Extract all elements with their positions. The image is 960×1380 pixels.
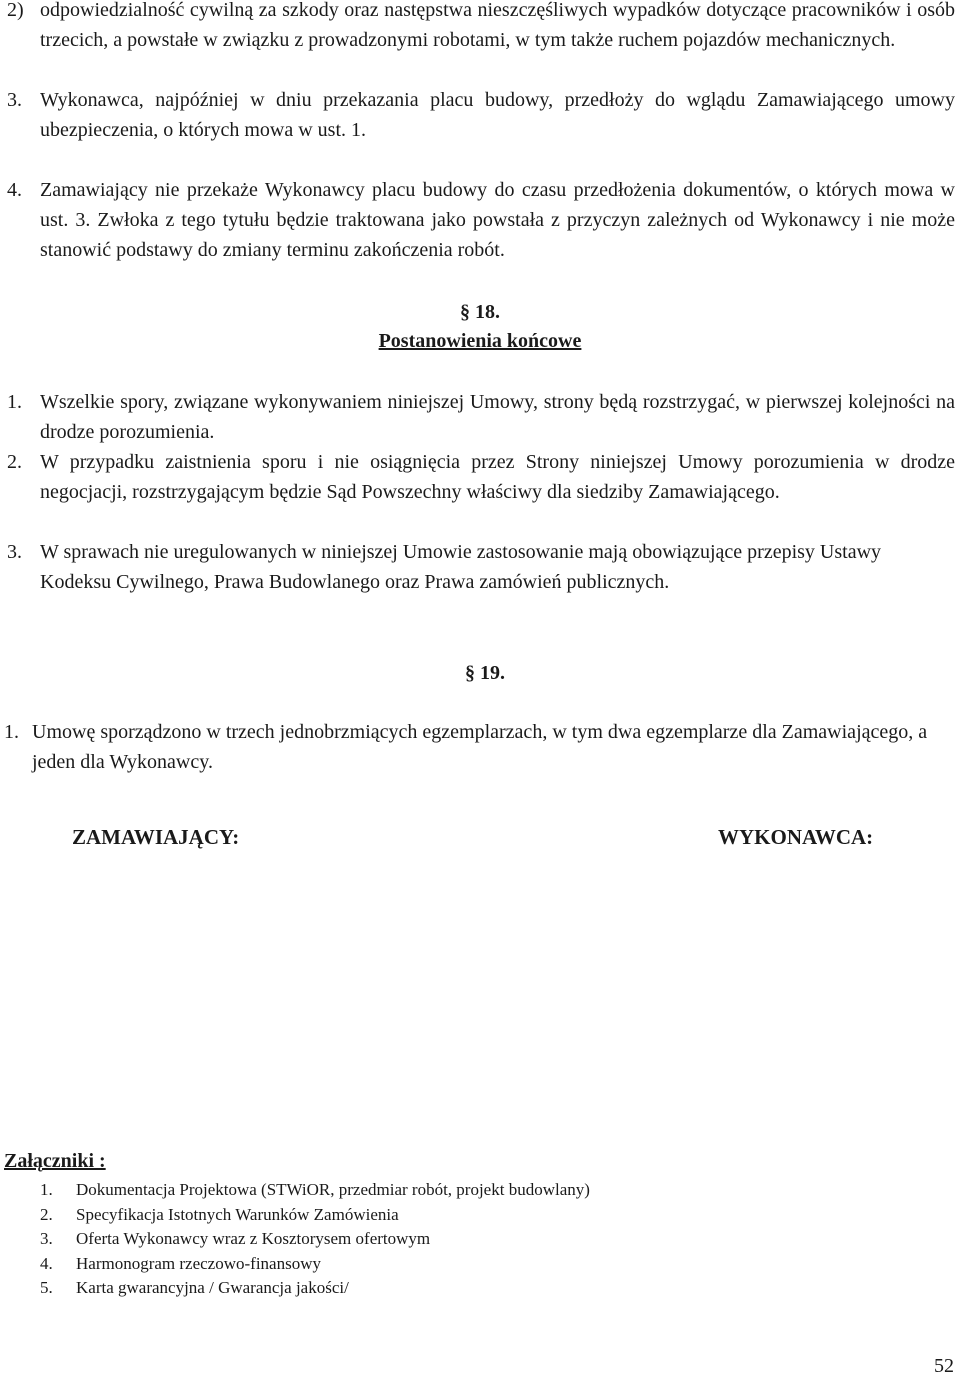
item-number: 1. bbox=[4, 721, 19, 743]
section-18-item-3 bbox=[7, 537, 910, 597]
section-19-heading: § 19. bbox=[465, 662, 505, 684]
list-item-text: Oferta Wykonawcy wraz z Kosztorysem ofertowym bbox=[76, 1229, 431, 1248]
list-item-number: 5. bbox=[40, 1278, 53, 1297]
list-item bbox=[40, 1252, 590, 1277]
continuation-item bbox=[7, 0, 955, 55]
paragraph-4 bbox=[7, 175, 955, 265]
item-number: 4. bbox=[7, 179, 22, 201]
item-number: 2) bbox=[7, 0, 24, 21]
list-item-text: Karta gwarancyjna / Gwarancja jakości/ bbox=[76, 1278, 349, 1297]
section-18-title: Postanowienia końcowe bbox=[378, 330, 582, 352]
page-number: 52 bbox=[934, 1355, 954, 1377]
item-text: W sprawach nie uregulowanych w niniejszej Umowie zastosowanie mają obowiązujące przepisy Ustawy Kodeksu Cywilnego, Prawa Budowlanego oraz Prawa zamówień publicznych. bbox=[40, 541, 882, 593]
item-number: 2. bbox=[7, 451, 22, 473]
item-number: 3. bbox=[7, 89, 22, 111]
list-item bbox=[40, 1276, 590, 1301]
section-18-item-1 bbox=[7, 387, 955, 447]
list-item-number: 2. bbox=[40, 1204, 53, 1224]
signature-client: ZAMAWIAJĄCY: bbox=[72, 825, 240, 849]
list-item-text: Harmonogram rzeczowo-finansowy bbox=[76, 1253, 321, 1273]
item-text: Wszelkie spory, związane wykonywaniem niniejszej Umowy, strony będą rozstrzygać, w pierwszej kolejności na drodze porozumienia. bbox=[40, 391, 955, 443]
list-item-text: Specyfikacja Istotnych Warunków Zamówienia bbox=[76, 1204, 399, 1224]
item-text: odpowiedzialność cywilną za szkody oraz następstwa nieszczęśliwych wypadków dotyczące pracowników i osób trzecich, a powstałe w związku z prowadzonymi robotami, w tym także ruchem pojazdów mechanicznych. bbox=[40, 0, 955, 51]
signature-contractor: WYKONAWCA: bbox=[718, 825, 874, 849]
list-item-number: 4. bbox=[40, 1253, 53, 1273]
item-text: Zamawiający nie przekaże Wykonawcy placu budowy do czasu przedłożenia dokumentów, o których mowa w ust. 3. Zwłoka z tego tytułu będzie traktowana jako powstała z przyczyn zależnych od Wykonawcy i nie może stanowić podstawy do zmiany terminu zakończenia robót. bbox=[40, 179, 955, 261]
list-item bbox=[40, 1203, 590, 1228]
section-18-heading: § 18. bbox=[460, 301, 500, 323]
paragraph-3 bbox=[7, 85, 955, 145]
section-18-item-2 bbox=[7, 447, 955, 507]
list-item bbox=[40, 1227, 590, 1252]
list-item-text: Dokumentacja Projektowa (STWiOR, przedmiar robót, projekt budowlany) bbox=[76, 1180, 590, 1199]
section-19-item-1 bbox=[4, 717, 954, 777]
list-item bbox=[40, 1178, 590, 1203]
list-item-number: 1. bbox=[40, 1180, 53, 1199]
attachments-title: Załączniki : bbox=[4, 1150, 106, 1172]
item-number: 3. bbox=[7, 541, 22, 563]
attachments-list bbox=[40, 1178, 590, 1301]
item-text: Wykonawca, najpóźniej w dniu przekazania placu budowy, przedłoży do wglądu Zamawiającego umowy ubezpieczenia, o których mowa w ust. 1. bbox=[40, 89, 955, 141]
item-text: Umowę sporządzono w trzech jednobrzmiących egzemplarzach, w tym dwa egzemplarze dla Zamawiającego, a jeden dla Wykonawcy. bbox=[32, 721, 928, 773]
item-number: 1. bbox=[7, 391, 22, 413]
item-text: W przypadku zaistnienia sporu i nie osiągnięcia przez Strony niniejszej Umowy porozumienia w drodze negocjacji, rozstrzygającym będzie Sąd Powszechny właściwy dla siedziby Zamawiającego. bbox=[40, 451, 955, 503]
list-item-number: 3. bbox=[40, 1229, 53, 1248]
